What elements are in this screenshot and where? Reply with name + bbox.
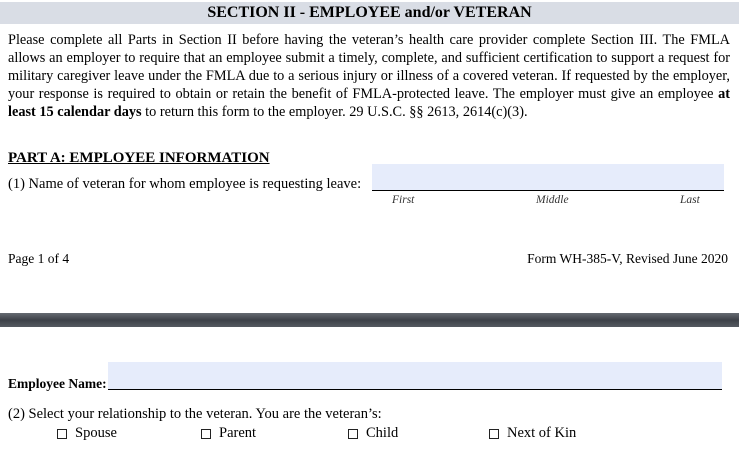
intro-bold-text: at least 15 calendar days bbox=[8, 86, 730, 120]
part-a-title: PART A: EMPLOYEE INFORMATION bbox=[8, 150, 270, 166]
last-name-sublabel: Last bbox=[680, 194, 700, 206]
spouse-checkbox[interactable] bbox=[57, 429, 67, 439]
page-separator bbox=[0, 313, 739, 327]
intro-text: Please complete all Parts in Section II before having the veteran’s health care provider complete Section III. The FMLA allows an employer to require that an employee submit a timely, complete, and sufficient certification to support a request for military caregiver leave under the FMLA due to a serious injury or illness of a covered veteran. If requested by the employer, your response is required to obtain or retain the benefit of FMLA-protected leave. The employer must give an employee bbox=[8, 32, 730, 102]
parent-checkbox[interactable] bbox=[201, 429, 211, 439]
option-next-of-kin[interactable] bbox=[489, 425, 576, 442]
child-label: Child bbox=[366, 425, 399, 441]
question-1-label: (1) Name of veteran for whom employee is requesting leave: bbox=[8, 176, 362, 192]
child-checkbox[interactable] bbox=[348, 429, 358, 439]
section-ii-header bbox=[0, 2, 739, 24]
option-parent[interactable] bbox=[201, 425, 256, 442]
intro-text-end: to return this form to the employer. 29 U.S.C. §§ 2613, 2614(c)(3). bbox=[141, 104, 528, 120]
first-name-sublabel: First bbox=[392, 194, 415, 206]
employee-name-label: Employee Name: bbox=[8, 376, 107, 391]
intro-paragraph bbox=[8, 31, 730, 121]
form-id: Form WH-385-V, Revised June 2020 bbox=[527, 251, 728, 266]
option-spouse[interactable] bbox=[57, 425, 117, 442]
section-title: SECTION II - EMPLOYEE and/or VETERAN bbox=[207, 4, 532, 21]
employee-name-field[interactable] bbox=[108, 362, 722, 390]
parent-label: Parent bbox=[219, 425, 257, 441]
next-of-kin-checkbox[interactable] bbox=[489, 429, 499, 439]
question-2-label: (2) Select your relationship to the veteran. You are the veteran’s: bbox=[8, 406, 382, 422]
middle-name-sublabel: Middle bbox=[536, 194, 569, 206]
option-child[interactable] bbox=[348, 425, 398, 442]
spouse-label: Spouse bbox=[75, 425, 117, 441]
page-number: Page 1 of 4 bbox=[8, 251, 70, 266]
veteran-name-field[interactable] bbox=[372, 164, 724, 191]
next-of-kin-label: Next of Kin bbox=[507, 425, 577, 441]
